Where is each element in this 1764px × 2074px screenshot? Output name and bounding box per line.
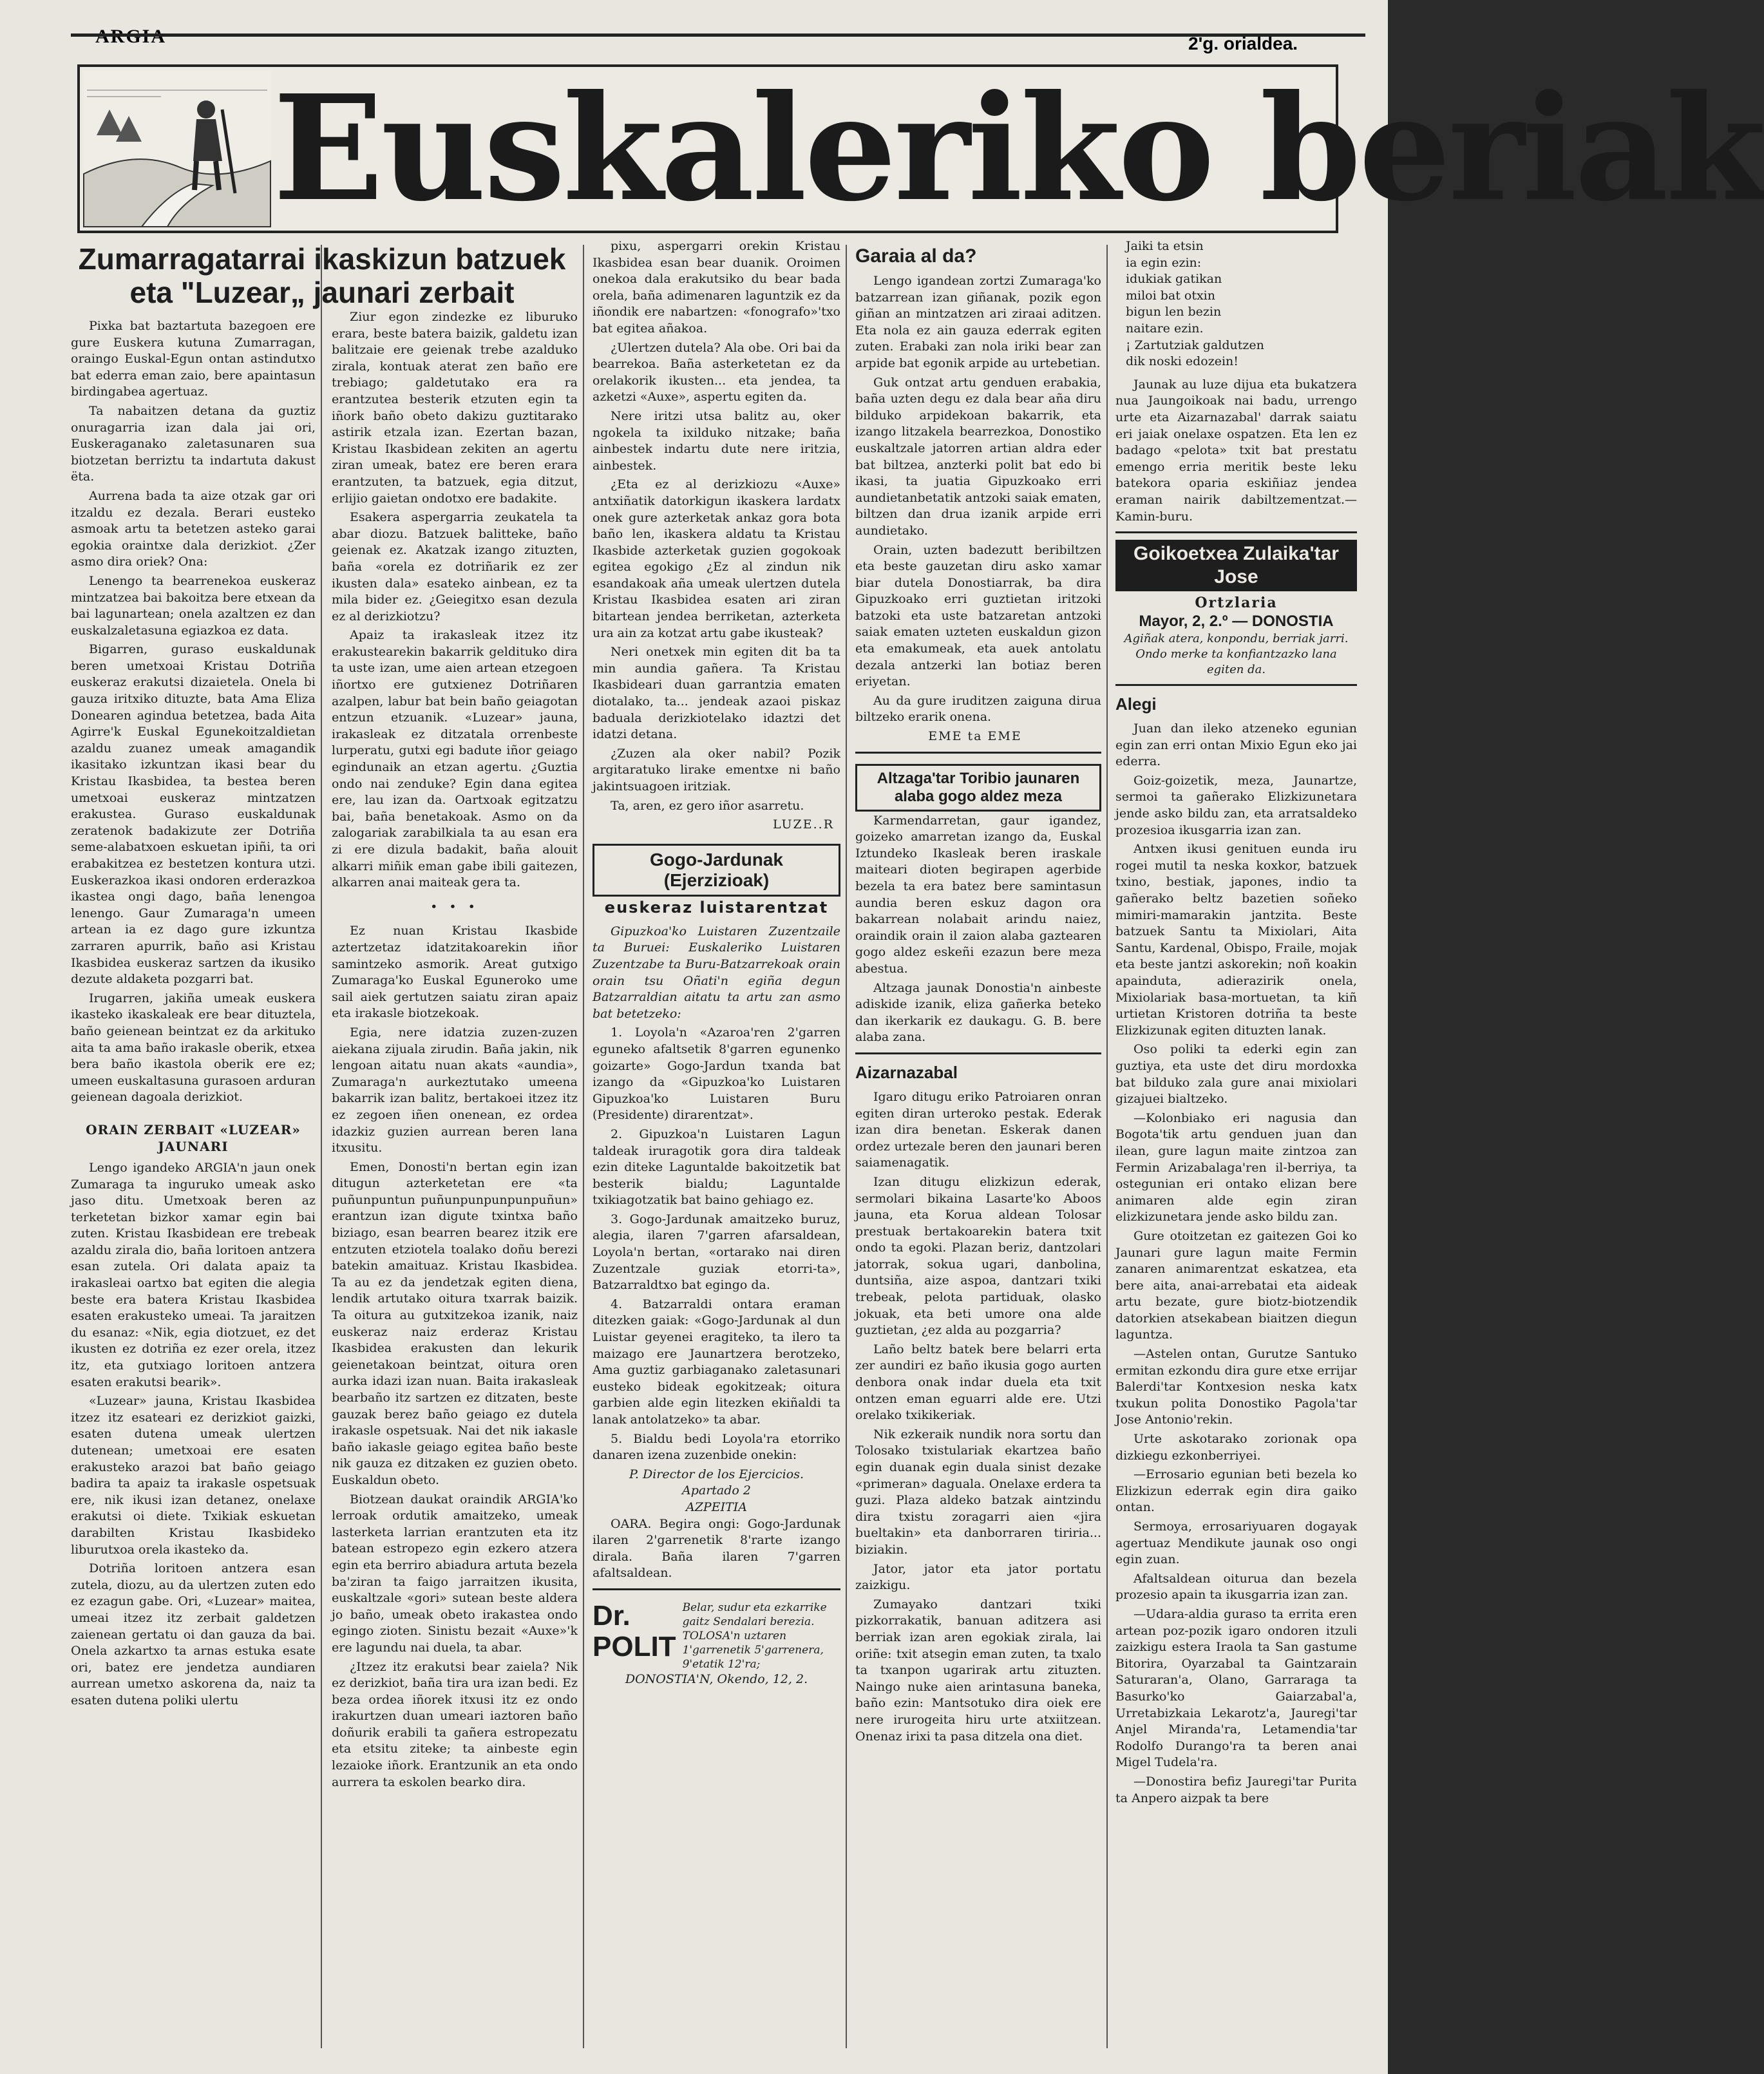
advert-line: Belar, sudur eta ezkarrike gaitz Sendalari berezia. TOLOSA'n: [682, 1601, 827, 1642]
masthead: [77, 64, 1764, 234]
advert-line: uztaren 1'garrenetik 5'garrenera, 9'etatik 12'ra;: [682, 1629, 824, 1671]
list-item: 4. Batzarraldi ontara eraman ditezken gaiak: «Gogo-Jardunak al dun Luistar geyenei eragiteko, ta ilero ta maizago ere Jaunartzera berotzeko, Ama guztiz garbiaganako zaletasunari eusteko bideak egokitzeak; oitura garbien alde egin litezken ekiñaldi ta lanak antolatzeko» ta abar.: [593, 1297, 840, 1427]
paragraph: Lenengo ta bearrenekoa euskeraz mintzatzea bai bakoitza bere etxean da bai lagunartean; onela azaltzen ez dan euskalzaletasuna egiazkoa ez data.: [71, 573, 316, 638]
poem-line: bigun len bezin: [1126, 305, 1222, 319]
paragraph: Karmendarretan, gaur igandez, goizeko amarretan izango da, Euskal Iztundeko Ikasleak beren iraskale maiteari dioten begirapen agerbide bezela ta era batez bere samintasun aundia beren eskuz dagon ora bakarrean nolabait arindu naiez, oraindik orain il zaion alaba gaztearen gogo aldez eskeñi ezazun bere meza abestua.: [855, 813, 1101, 976]
paragraph: Afaltsaldean oiturua dan bezela prozesio apain ta ikusgarria izan zan.: [1115, 1571, 1357, 1603]
divider: [855, 1052, 1101, 1054]
masthead-title: Euskaleriko beriak: [273, 64, 1764, 234]
paragraph: Ez nuan Kristau Ikasbide aztertzetaz idatzitakoarekin iñor samintzeko asmorik. Areat gutxigo Zumaraga'ko Euskal Eguneroko ume sail aiek gertutzen saiatu ziran apaiz eta irakasle biotzekoak.: [332, 924, 578, 1021]
paragraph: Antxen ikusi genituen eunda iru rogei mutil ta neska koxkor, batzuek txino, bestiak, japones, indio ta gañerako beltz bazetien soñeko mimiri-mamarakin jantzita. Beste batzuek Santu ta Mixiolari, Aita Santu, Kardenal, Obispo, Fraile, mojak eta beste jantzi askorekin; noñ koakin apainduta, adierazirik onela, Mixiolariak basa-mortuetan, ta kiñ urtietan Kristoren dotriña ta beste Elizkizunak egiten dituzten lanak.: [1115, 842, 1357, 1038]
paragraph: Nere iritzi utsa balitz au, oker ngokela ta ixilduko nitzake; baña ainbestek indartu dute nere iritzia, ainbestek.: [593, 408, 840, 473]
column-5: [1115, 238, 1357, 1809]
signature: LUZE..R: [772, 817, 834, 832]
poem-line: idukiak gatikan: [1126, 272, 1222, 287]
paragraph: Igaro ditugu eriko Patroiaren onran egiten diran urteroko pestak. Ederak izan dira benetan. Eskerak danen ordez urtezale beren den jaunari beren saiamenagatik.: [855, 1089, 1101, 1170]
address-line: P. Director de los Ejercicios.: [629, 1467, 804, 1481]
divider: [855, 752, 1101, 754]
paragraph: Emen, Donosti'n bertan egin izan ditugun azterketetan ere «ta puñunpuntun puñunpunpunpunpuñun» erantzun izan digute txintxa baño biziago, esan bearren bearez itzik ere entzuten etziotela toalako doñu berezi batekin amaituaz. Kristau Ikasbidea. Ta au ez da jendetzak egiten diena, lendik artutako oitura txarrak baizik. Ta oitura au gutxitzekoa izanik, naiz euskeraz naiz erderaz Kristau Ikasbidea erakusten dan lekurik geienetakoan beintzat, oitura oren aurka idazi izan nuan. Baita irakasleak bearbaño itz sartzen ez ditzaten, beste gauzak berez baño geiago ez dutela irakasle ospetsuak. Nai det nik iakasle baño iakasle geiago egitea baño beste nik gauza ez ditzaken ez guzien obeto. Euskaldun obeto.: [332, 1159, 578, 1487]
address-block: [593, 1467, 840, 1516]
advert-subtitle: Ortzlaria: [1195, 595, 1278, 612]
section-subtitle: euskeraz luistarentzat: [604, 898, 829, 917]
paragraph: Apaiz ta irakasleak itzez itz erakustearekin bakarrik geldituko dira ta uste izan, ume aien artean etzegoen iñortxo ere gutxienez Dotriñaren azalpen, labur bat bein baño geiagotan entzun etzuanik. «Luzear» jauna, irakasleak ez ditzatala orrenbeste lurperatu, gutxi egi badute iñor geiago egindunaik an etzan agertu. ¿Guztia ondo nai zenduke? Egin dana egitea ere, lau izan da. Oartxoak egitzatzu bai, baña benetakoak. Asmo on da zalogariak zarabilkiala ta au esan era zi ere dizula badakit, baña alouit alkarri miñik eman gabe ibili gaitezen, alkarren anai maiteak gera ta.: [332, 628, 578, 890]
list-item: 2. Gipuzkoa'n Luistaren Lagun taldeak iruragotik gora dira taldeak ezin diteke Laguntalde bakoitzetik bat besterik bialdu; Laguntalde txikiagotzatik bat baino gehiago ez.: [593, 1127, 840, 1208]
masthead-illustration: [84, 71, 270, 227]
address-line: AZPEITIA: [686, 1499, 747, 1514]
column-rule: [1106, 245, 1108, 2048]
poem-line: naitare ezin.: [1126, 321, 1204, 336]
paragraph: Biotzean daukat oraindik ARGIA'ko lerroak ordutik amaitzeko, umeak lasterketa larrian erantzuten eta itz batean estropezo egin ezkero atzera egin eta berriro abiadura artuta bezela ba'ziran ta faigo jarraitzen ikusita, euskaltzale «gori» sutean beste aldera jo baño, umeak obeto irakastea ondo egingo zioten. Sinistu bezait «Auxe»'k ere lagundu nai duela, ta abar.: [332, 1492, 578, 1655]
article-headline: Zumarragatarrai ikaskizun batzuek eta "Luzear„ jaunari zerbait: [78, 242, 566, 309]
paragraph: Jaunak au luze dijua eta bukatzera nua Jaungoikoak nai badu, urrengo urte eta Aizarnazabal' darrak saiatu eri jaiak onelaxe ospatzen. Eta len ez badago «pelota» txit bat prestatu emengo erria meritik beste leku batekora oparia eskiñiaz jendea eraman nairik dabiltzementzat.—Kamin-buru.: [1115, 377, 1357, 524]
advert-address: DONOSTIA'N, Okendo, 12, 2.: [625, 1671, 808, 1686]
paragraph: —Donostira befiz Jauregi'tar Purita ta Anpero aizpak ta bere: [1115, 1774, 1357, 1805]
paragraph: —Kolonbiako eri nagusia dan Bogota'tik artu genduen juan dan ilean, gure lagun maite zintzoa zan Fermin Arizabalaga'ren il-berriya, ta ostegunian eri ontako elizan bere animaren alde egin ziran elizkizunetara jende asko bildu zan.: [1115, 1110, 1357, 1224]
paragraph: Izan ditugu elizkizun ederak, sermolari bikaina Lasarte'ko Aboos jauna, eta Korua aldean Tolosar prestuak bertakoarekin batera txit ondo ta egoki. Plazan beriz, dantzolari jatorrak, sokua ugari, danbolina, duntsiña, aize aspoa, dantzari txiki trebeak, pelota partiduak, olasko jokuak, eta beti umore ona alde guztietan, ¿ez alda au pozgarria?: [855, 1174, 1101, 1338]
paragraph: ¿Ulertzen dutela? Ala obe. Ori bai da bearrekoa. Baña asterketetan ez da orelakorik ikusten... eta jendea, ta azketzi «Auxe», aspertu egiten da.: [593, 340, 840, 404]
column-3: [593, 238, 840, 1688]
section-banner: Altzaga'tar Toribio jaunaren alaba gogo aldez meza: [855, 764, 1101, 812]
paragraph: Jator, jator eta jator portatu zaizkigu.: [855, 1561, 1101, 1593]
advert-title: Goikoetxea Zulaika'tar Jose: [1115, 540, 1357, 591]
paragraph: —Errosario egunian beti bezela ko Elizkizun ederrak egin dira gaiko ontan.: [1115, 1467, 1357, 1515]
poem-line: ia egin ezin:: [1126, 255, 1202, 270]
poem-line: miloi bat otxin: [1126, 288, 1215, 303]
advert-address: Mayor, 2, 2.º — DONOSTIA: [1139, 613, 1334, 631]
section-divider: • • •: [430, 899, 479, 914]
paragraph: ¿Zuzen ala oker nabil? Pozik argitaratuko lirake ementxe ni baño jakintsuagoen iritziak.: [593, 746, 840, 794]
paragraph: Esakera aspergarria zeukatela ta abar diozu. Batzuek balitteke, baño geienak ez. Akatzak izango zituzten, baña «orela ez dotriñarik ez zer ikusten dala» esateko ainbean, ez ta mila bider ez. ¿Geiegitxo esan dezula ez al derizkiotzu?: [332, 510, 578, 623]
paragraph: OARA. Begira ongi: Gogo-Jardunak ilaren 2'garrenetik 8'rarte izango dirala. Baña ilaren 7'garren afaltsaldean.: [593, 1516, 840, 1581]
paragraph: Sermoya, errosariyuaren dogayak agertuaz Mendikute jaunak oso ongi egin zuan.: [1115, 1519, 1357, 1567]
advert-text: [683, 1601, 840, 1671]
paragraph: Orain, uzten badezutt beribiltzen eta beste gauzetan diru asko xamar biar dutela Donostiarrak, ba dira Gipuzkoako erri guztietan iritzoki batzoki eta uste batzaretan antzoki saiak ematen uzteten euskaldun gizon eta emakumeak, eta auek antolatu dezala antzerki lan botiaz beren eriyetan.: [855, 542, 1101, 689]
paragraph: «Luzear» jauna, Kristau Ikasbidea itzez itz esateari ez derizkiot gaizki, esaten dutena umeak ulertzen dutenean; umetxoai ere esaten erakusteko arazoi bat baño geiago badira ta apaiz ta irakasle ospetsuak ere, nik ikusi izan detanez, onelaxe erakutsi oi diete. Txikiak eskuetan darabilten Kristau Ikasbideko liburutxoa orela ikasteko da.: [71, 1394, 316, 1557]
paragraph: Egia, nere idatzia zuzen-zuzen aiekana zijuala zirudin. Baña jakin, nik lengoan aitatu nuan akats «aundia», Zumaraga'n aurkeztutako umeena bakarrik izan balitz, bertakoei itzez itz ez zegoen iñen onenean, ez ordea idazkiz guzien aurrean beren lana itxusitu.: [332, 1025, 578, 1156]
paragraph: Bigarren, guraso euskaldunak beren umetxoai Kristau Dotriña euskeraz erakutsi dizaietela. Onela bi gauza iritxiko dituzte, bata Ama Eliza Donearen agindua betetzea, bada Aita Agirre'k Euskal Egunekoitzaldietan azaldu zuanez umeak amagandik ikasitako izkuntzan ikasi bear du Kristau Ikasbidea, ta bestea beren umetxoai euskeraz mintzatzen erakustea. Guraso euskaldunak zeratenok badakizute zer Dotriña seme-alabatxoen eskuetan ipiñi, ta ori erabakitzea ez bestetzen kontura utzi. Euskerazkoa ikasi ondoren erderazkoa ikastea ongi dago, baña lenengoa lenengo. Gaur Zumaraga'n umeen artean ia ez dago gure izkuntza zarraren apurrik, baño asi Kristau Ikasbidea euskeraz sartzen da ikusiko dezute aldaketa pozgarri bat.: [71, 642, 316, 987]
list-item: 5. Bialdu bedi Loyola'ra etorriko danaren izena zuzenbide onekin:: [593, 1431, 840, 1463]
paragraph: Oso poliki ta ederki egin zan guztiya, eta uste det diru mordoxka bat bilduko zala gure anai mixiolari gizajuei bialtzeko.: [1115, 1042, 1357, 1107]
paragraph: ¿Itzez itz erakutsi bear zaiela? Nik ez derizkiot, baña tira ura izan bedi. Ez beza ordea iñorek itxusi itz ez ondo irakurtzen duan umeari iaztoren baño doñurik erabili ta gañera estropezatu eta etsitu ziteke; ta ainbeste egin lezaioke iñork. Erantzunik an eta ondo aurrera ta eskolen bearko dira.: [332, 1659, 578, 1789]
paragraph: Irugarren, jakiña umeak euskera ikasteko ikaskaleak ere bear dituztela, baño geienean beintzat ez da arkituko aita ta ama baño irakasle oberik, etxea bera baño ikastola oberik ere ez; umeen euskaltasuna gurasoen arduran geienean dagoala derizkiot.: [71, 991, 316, 1105]
paragraph: Guk ontzat artu genduen erabakia, baña uzten degu ez dala bear aña diru bilduko arpidekoan bakarrik, eta izango litzakela bearrezkoa, Donostiko euskaltzale jatorren artian aldra eder bat biltzea, anzterki polit bat edo bi ikasi, ta juatia Gipuzkoako erri aundietanbetatik antzoki saiak ematen, biltzen dan drua izanik arpide erri aundietako.: [855, 375, 1101, 538]
list-item: 3. Gogo-Jardunak amaitzeko buruz, alegia, ilaren 7'garren afarsaldean, Loyola'n bertan, «ortarako nai diren Zuzentzale guziak etorri-ta», Batzarraldtxo bat egingo da.: [593, 1212, 840, 1293]
paragraph: Juan dan ileko atzeneko egunian egin zan erri ontan Mixio Egun eko jai ederra.: [1115, 721, 1357, 769]
divider: [1115, 684, 1357, 686]
paragraph: Ta, aren, ez gero iñor asarretu.: [611, 798, 804, 813]
top-rule: [71, 33, 1365, 37]
paragraph: Ta nabaitzen detana da guztiz onuragarria izan dala jai ori, Euskeraganako zaletasunaren sua biotzetan berriztu ta indartuta dakust ëta.: [71, 403, 316, 484]
article-headline: Alegi: [1115, 694, 1157, 714]
paragraph: Zumayako dantzari txiki pizkorrakatik, banuan aditzera asi berriak izan aren egokiak zirala, lai oriñe: txit atsegin eman zuten, ta txalo ta txanpon ugarirak artu zituzten. Naingo nuke aien arintasuna baneka, baño ezin: Mantsotuko dira oiek ere nere irurogeita hiru urte atxiitzean. Onenaz irixi ta pasa ditzela ona diet.: [855, 1597, 1101, 1744]
paragraph: Laño beltz batek bere belarri erta zer aundiri ez baño ikusia gogo aurten denbora onak indar duela eta txit ontzen eman eguarri alde ere. Utzi orelako txikikeriak.: [855, 1342, 1101, 1423]
subheading: ORAIN ZERBAIT «LUZEAR» JAUNARI: [86, 1121, 301, 1154]
paragraph: ¿Eta ez al derizkiozu «Auxe» antxiñatik datorkigun ikaskera lardatx onek gure azterketak ankaz gora bota baño len, ikaskera aldatu ta Kristau Ikasbide azterketak guzien gogokoak egitea egokigo ¿Ez al zindun nik esandakoak aña umeak ulertzen dutela Kristau Ikasbidea esaten ari ziran bitartean jendea berriketan, azterketa ura ain za kotzat artu gabe ikusteak?: [593, 477, 840, 640]
divider: [1115, 531, 1357, 533]
poem-line: ¡ Zartutziak galdutzen: [1126, 338, 1264, 352]
paragraph: Ziur egon zindezke ez liburuko erara, beste batera baizik, galdetu izan balitzaie ere geienak trebe azalduko zirala, kontuak aterat zen baño ere trebiago; galdetutako era ra erantzutea besterik etzuten egin ta iñork baño obeto dakizu guztitarako astirik etzala izan. Ezertan bazan, Kristau Ikasbidean zekiten an agertu ziran umeak, batez ere beren erara erantzuten, ta batzuek, egia ditzut, erlijio gaietan ondotxo ere badakite.: [332, 310, 578, 506]
column-rule: [321, 245, 322, 2048]
paragraph: —Astelen ontan, Gurutze Santuko ermitan ezkondu dira gure etxe errijar Balerdi'tar Kontxesion neska katx txukun polita Donostiko Pagola'tar Jose Antonio'rekin.: [1115, 1347, 1357, 1427]
paragraph: Goiz-goizetik, meza, Jaunartze, sermoi ta gañerako Elizkizunetara jende asko bildu zan, eta arratsaldeko prozesioa ikusgarria izan zan.: [1115, 773, 1357, 837]
poem-line: dik noski edozein!: [1126, 354, 1238, 369]
paragraph: Pixka bat baztartuta bazegoen ere gure Euskera kutuna Zumarragan, oraingo Euskal-Egun ontan astindutxo bat ederra eman zaio, bere apaintasun birdingabea agertuaz.: [71, 319, 316, 399]
column-rule: [846, 245, 847, 2048]
column-2: [332, 309, 578, 1793]
signature: EME ta EME: [928, 729, 1022, 744]
article-headline: Aizarnazabal: [855, 1062, 958, 1082]
paragraph: Dotriña loritoen antzera esan zutela, diozu, au da ulertzen zuten edo ez ezagun gabe. Ori, «Luzear» maitea, umeai itzez itz zerbait galdetzen zaienean gertatu oi dan gauza da bai. Onela azkartxo ta arnas estuka esate ori, batez ere jendetza aundiaren aurrean umetxo askorena da, naiz ta esaten dutena poliki ulertu: [71, 1561, 316, 1708]
column-rule: [583, 245, 584, 2048]
paragraph: Urte askotarako zorionak opa dizkiegu ezkonberriyei.: [1115, 1432, 1357, 1463]
poem: [1126, 238, 1357, 370]
paragraph: Gipuzkoa'ko Luistaren Zuzentzaile ta Buruei: Euskaleriko Luistaren Zuzentzabe ta Buru-Batzarrekoak orain orain tsu Oñati'n egiña degun Batzarraldian aitatu ta artu zan asmo bat betetzeko:: [593, 924, 840, 1021]
doctor-advert: [593, 1601, 840, 1671]
paragraph: Gure otoitzetan ez gaitezen Goi ko Jaunari gure lagun maite Fermin zanaren animarentzat eskatzea, eta bere aita, anai-arrebatai eta aideak artu bezate, gure biotz-biotzendik datorkien atsekabean biaitzen diegun laguntza.: [1115, 1228, 1357, 1342]
article-headline: Garaia al da?: [855, 245, 977, 267]
paragraph: Lengo igandean zortzi Zumaraga'ko batzarrean izan giñanak, pozik egon giñan an mintzatzen ari ziraai aditzen. Eta nola ez ain gauza ederrak egiten zuten. Erabaki zan nola iriki bear zan arpide bat egonik arpide au urtebetian.: [855, 274, 1101, 370]
poem-line: Jaiki ta etsin: [1126, 239, 1204, 253]
running-head-left: ARGIA: [95, 26, 167, 47]
paragraph: Neri onetxek min egiten dit ba ta min aundia gañera. Ta Kristau Ikasbideari duan garrantzia ematen diotalako, ta... jendeak azaoi piskaz baduala derizkiotelako idaztzi det idatzi detana.: [593, 645, 840, 742]
list-item: 1. Loyola'n «Azaroa'ren 2'garren eguneko afaltsetik 8'garren egunenko goizarte» Gogo-Jardun txanda bat izango da «Gipuzkoa'ko Luistaren Gipuzkoa'ko Luistaren Buru (Presidente) dirarentzat».: [593, 1025, 840, 1123]
paragraph: Au da gure iruditzen zaiguna dirua biltzeko erarik onena.: [855, 693, 1101, 725]
running-head-right: 2'g. orialdea.: [1188, 33, 1298, 53]
paragraph: —Udara-aldia guraso ta errita eren artean poz-pozik igaro ondoren itzuli zaizkigu estera Iraola ta San gastume Bitorira, Oyarzabal ta Gaintzarain Saturaran'a, Olano, Garraraga ta Basurko'ko Gaiarzabal'a, Urretabizkaia Lekarotz'a, Jauregi'tar Anjel Miranda'ra, Letamendia'tar Rodolfo Durango'ra ta beren anai Migel Tudela'ra.: [1115, 1606, 1357, 1770]
section-banner: Gogo-Jardunak (Ejerzizioak): [593, 844, 840, 897]
article-body: [71, 318, 316, 1709]
address-line: Apartado 2: [682, 1483, 751, 1498]
paragraph: Nik ezkeraik nundik nora sortu dan Tolosako txistulariak ekartzea baño egin duanak egin duala sinist dezake «primeran» daguala. Onelaxe erdera ta guzi. Plaza aldeko batzak aintzindu dira txistu zoragarri aien «jira bueltakin» eta danborraren tiriria... biziakin.: [855, 1427, 1101, 1557]
paragraph: Altzaga jaunak Donostia'n ainbeste adiskide izanik, eliza gañerka beteko dan ikerkarik ez daukagu. G. B. bere alaba zana.: [855, 980, 1101, 1045]
paragraph: Lengo igandeko ARGIA'n jaun onek Zumaraga ta inguruko umeak asko jaso ditu. Umetxoak beren az terketetan bizkor xamar egin bai zuten. Kristau Ikasbidean ere trebeak azaldu zirala dio, baña loritoen antzera esan zutela. Ori dalata apaiz ta irakasleai oartxo bat egiten die alegia beste era batera Kristau Ikasbidea esaten erakusteko umeai. Ta jaraitzen du esanaz: «Nik, egia diotzuet, ez det ikusten ez dotriña ez ezer orela, itzez itz, eta gutxiago loritoen antzera esaten erakutsi bearik».: [71, 1160, 316, 1389]
divider: [593, 1588, 840, 1590]
paragraph: pixu, aspergarri orekin Kristau Ikasbidea esan bear duanik. Oroimen onekoa dala erakutsiko du bear bada orela, baña adimenaren laguntzik ez da iñondik ere nabartzen: «fonografo»'txo bat egitea añakoa.: [593, 239, 840, 336]
advert-note: Agiñak atera, konpondu, berriak jarri. Ondo merke ta konfiantzazko lana egiten da.: [1124, 632, 1349, 677]
paragraph: Aurrena bada ta aize otzak gar ori itzaldu ez dezala. Berari eusteko asmoak artu ta betetzen asteko garai egokia oraintxe dala derizkiot. ¿Zer asmo dira oriek? Ona:: [71, 488, 316, 569]
advert-name: Dr. POLIT: [593, 1599, 676, 1662]
column-4: [855, 238, 1101, 1747]
